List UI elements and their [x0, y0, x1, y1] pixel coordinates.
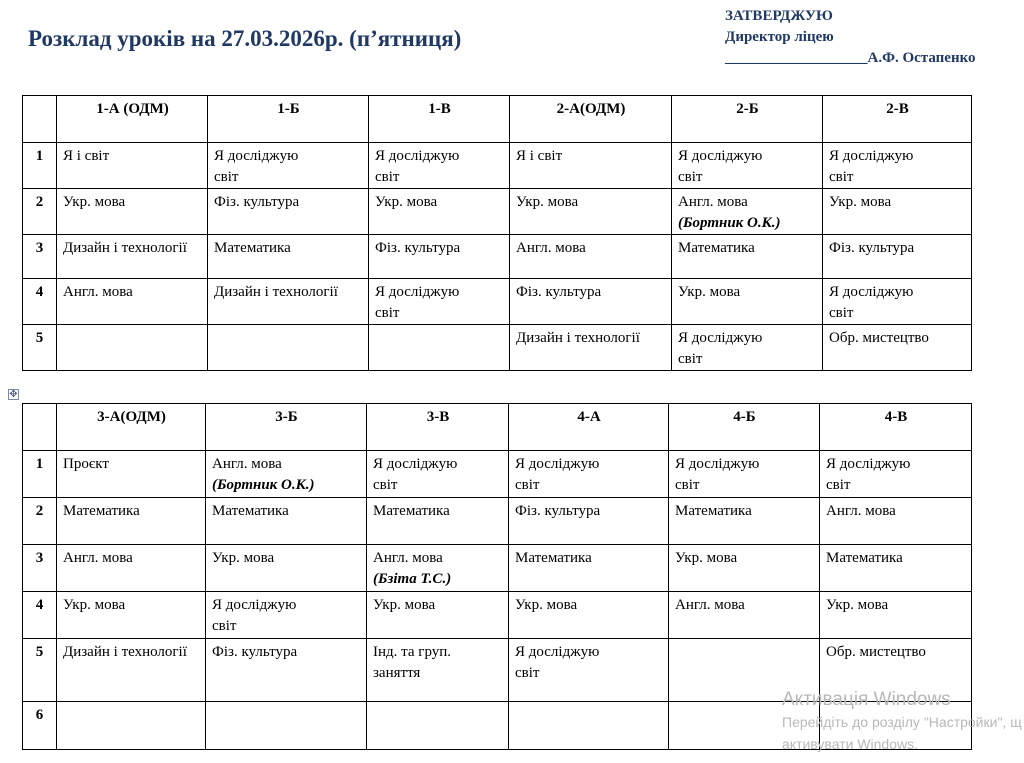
subject-cell[interactable] — [669, 451, 820, 498]
subject-text: Фіз. культура — [515, 503, 601, 519]
approver-name: А.Ф. Остапенко — [867, 50, 976, 66]
subject-text: Англ. мова — [373, 550, 443, 566]
subject-text: Я досліджую світ — [678, 148, 763, 185]
subject-cell[interactable] — [672, 279, 823, 325]
class-header-cell[interactable]: 4-В — [820, 404, 972, 451]
subject-cell[interactable] — [509, 451, 669, 498]
subject-cell[interactable] — [57, 451, 206, 498]
subject-text: Я досліджую світ — [675, 456, 760, 493]
approval-block — [725, 6, 976, 69]
subject-text: Обр. мистецтво — [826, 644, 926, 660]
lesson-number-cell[interactable]: 6 — [23, 702, 57, 750]
subject-text: Фіз. культура — [375, 240, 461, 256]
subject-text: Фіз. культура — [214, 194, 300, 210]
subject-cell[interactable] — [509, 545, 669, 592]
subject-cell[interactable] — [369, 235, 510, 279]
lesson-row — [23, 189, 972, 235]
lesson-row — [23, 545, 972, 592]
subject-text: Я досліджую світ — [829, 284, 914, 321]
subject-text: Я досліджую світ — [375, 148, 460, 185]
subject-text: Укр. мова — [678, 284, 741, 300]
subject-cell[interactable] — [510, 279, 672, 325]
lesson-number-cell[interactable]: 1 — [23, 451, 57, 498]
subject-cell[interactable] — [672, 143, 823, 189]
lesson-number-cell[interactable]: 4 — [23, 279, 57, 325]
subject-cell[interactable] — [57, 498, 206, 545]
lesson-number-cell[interactable]: 3 — [23, 235, 57, 279]
subject-cell[interactable] — [369, 189, 510, 235]
subject-text: Дизайн і технології — [63, 644, 187, 660]
page-title: Розклад уроків на 27.03.2026р. (п’ятниця) — [28, 26, 462, 51]
subject-cell[interactable] — [57, 639, 206, 702]
lesson-row — [23, 498, 972, 545]
signature-row — [725, 48, 976, 69]
subject-text: Я досліджую світ — [515, 456, 600, 493]
subject-cell[interactable] — [509, 498, 669, 545]
subject-cell[interactable] — [823, 189, 972, 235]
subject-text: Проєкт — [63, 456, 109, 472]
subject-cell[interactable] — [57, 143, 208, 189]
subject-cell[interactable]: Англ. мова (Бортник О.К.) — [206, 451, 367, 498]
lesson-number-cell[interactable]: 2 — [23, 498, 57, 545]
subject-cell[interactable] — [208, 189, 369, 235]
subject-text: Математика — [826, 550, 903, 566]
subject-text: Я досліджую світ — [826, 456, 911, 493]
approver-position: Директор ліцею — [725, 29, 834, 45]
move-handle-icon[interactable]: ✥ — [9, 389, 18, 400]
subject-text: Математика — [675, 503, 752, 519]
subject-cell[interactable] — [367, 639, 509, 702]
subject-cell[interactable] — [367, 451, 509, 498]
subject-text: Фіз. культура — [829, 240, 915, 256]
subject-text: Укр. мова — [375, 194, 438, 210]
subject-text: Англ. мова — [516, 240, 586, 256]
subject-text: Укр. мова — [212, 550, 275, 566]
subject-text: Я досліджую світ — [678, 330, 763, 367]
subject-cell[interactable] — [57, 189, 208, 235]
subject-text: Я і світ — [63, 148, 110, 164]
subject-text: Я досліджую світ — [214, 148, 299, 185]
subject-text: Дизайн і технології — [214, 284, 338, 300]
subject-text: Фіз. культура — [516, 284, 602, 300]
lesson-number-cell[interactable]: 5 — [23, 639, 57, 702]
subject-cell[interactable] — [206, 702, 367, 750]
subject-text: Математика — [515, 550, 592, 566]
class-header-cell[interactable]: 2-А(ОДМ) — [510, 96, 672, 143]
subject-cell[interactable] — [369, 143, 510, 189]
subject-cell[interactable] — [510, 189, 672, 235]
subject-cell[interactable] — [367, 498, 509, 545]
subject-cell[interactable] — [206, 498, 367, 545]
schedule-table-grades-1-2[interactable] — [22, 95, 972, 371]
subject-cell[interactable] — [672, 235, 823, 279]
subject-cell[interactable] — [823, 143, 972, 189]
subject-cell[interactable] — [57, 702, 206, 750]
subject-text: Фіз. культура — [212, 644, 298, 660]
subject-text: Англ. мова — [63, 550, 133, 566]
subject-cell[interactable] — [369, 279, 510, 325]
subject-cell[interactable] — [510, 325, 672, 371]
class-header-cell[interactable]: 1-А (ОДМ) — [57, 96, 208, 143]
subject-text: Укр. мова — [63, 194, 126, 210]
subject-cell[interactable] — [367, 702, 509, 750]
table-header-row — [23, 96, 972, 143]
class-header-cell[interactable]: 3-Б — [206, 404, 367, 451]
subject-text: Інд. та груп. заняття — [373, 644, 452, 681]
subject-text: Англ. мова — [212, 456, 282, 472]
subject-cell[interactable] — [509, 592, 669, 639]
subject-cell[interactable] — [57, 325, 208, 371]
subject-cell[interactable]: Англ. мова (Бортник О.К.) — [672, 189, 823, 235]
subject-text: Я досліджую світ — [212, 597, 297, 634]
lesson-number-cell[interactable]: 2 — [23, 189, 57, 235]
subject-cell[interactable] — [208, 279, 369, 325]
teacher-name: Бортник О.К. — [683, 215, 776, 231]
subject-cell[interactable] — [669, 592, 820, 639]
subject-text: Математика — [214, 240, 291, 256]
teacher-name: Бзіта Т.С. — [378, 571, 447, 587]
subject-text: Англ. мова — [678, 194, 748, 210]
subject-cell[interactable] — [57, 592, 206, 639]
subject-text: Обр. мистецтво — [829, 330, 929, 346]
header-corner-cell[interactable] — [23, 96, 57, 143]
subject-text: Математика — [212, 503, 289, 519]
lesson-row — [23, 235, 972, 279]
subject-text: Англ. мова — [675, 597, 745, 613]
lesson-number-cell[interactable]: 4 — [23, 592, 57, 639]
subject-text: Дизайн і технології — [63, 240, 187, 256]
subject-cell[interactable] — [510, 143, 672, 189]
subject-text: Англ. мова — [63, 284, 133, 300]
subject-cell[interactable] — [206, 545, 367, 592]
subject-text: Я досліджую світ — [515, 644, 600, 681]
lesson-row — [23, 143, 972, 189]
lesson-row — [23, 592, 972, 639]
class-header-cell[interactable]: 2-Б — [672, 96, 823, 143]
subject-cell[interactable] — [206, 592, 367, 639]
subject-cell[interactable] — [57, 545, 206, 592]
class-header-cell[interactable]: 1-Б — [208, 96, 369, 143]
lesson-number-cell[interactable]: 1 — [23, 143, 57, 189]
subject-cell[interactable] — [509, 639, 669, 702]
class-header-cell[interactable]: 4-Б — [669, 404, 820, 451]
watermark-line-2: Перейдіть до розділу "Настройки", щ — [782, 714, 1022, 730]
subject-text: Дизайн і технології — [516, 330, 640, 346]
subject-text: Укр. мова — [516, 194, 579, 210]
subject-cell[interactable] — [669, 545, 820, 592]
subject-text: Я досліджую світ — [375, 284, 460, 321]
subject-cell[interactable] — [369, 325, 510, 371]
subject-text: Я і світ — [516, 148, 563, 164]
subject-cell[interactable] — [57, 235, 208, 279]
subject-cell[interactable] — [510, 235, 672, 279]
subject-text: Я досліджую світ — [373, 456, 458, 493]
subject-cell[interactable] — [509, 702, 669, 750]
lesson-number-cell[interactable]: 3 — [23, 545, 57, 592]
signature-line: ___________________ — [725, 50, 868, 66]
subject-text: Математика — [678, 240, 755, 256]
subject-cell[interactable] — [672, 325, 823, 371]
subject-text: Укр. мова — [515, 597, 578, 613]
class-header-cell[interactable]: 1-В — [369, 96, 510, 143]
watermark-line-1: Активація Windows — [782, 689, 951, 710]
teacher-name: Бортник О.К. — [217, 477, 310, 493]
subject-text: Я досліджую світ — [829, 148, 914, 185]
lesson-number-cell[interactable]: 5 — [23, 325, 57, 371]
table-header-row — [23, 404, 972, 451]
subject-cell[interactable] — [823, 279, 972, 325]
subject-cell[interactable] — [820, 545, 972, 592]
subject-cell[interactable] — [820, 592, 972, 639]
subject-text: Укр. мова — [829, 194, 892, 210]
subject-text: Укр. мова — [373, 597, 436, 613]
subject-text: Математика — [63, 503, 140, 519]
subject-cell[interactable] — [208, 143, 369, 189]
subject-cell[interactable] — [669, 498, 820, 545]
subject-cell[interactable] — [208, 325, 369, 371]
approve-label: ЗАТВЕРДЖУЮ — [725, 8, 833, 24]
subject-cell[interactable] — [367, 592, 509, 639]
subject-cell[interactable] — [820, 498, 972, 545]
class-header-cell[interactable]: 2-В — [823, 96, 972, 143]
subject-text: Укр. мова — [826, 597, 889, 613]
subject-text: Математика — [373, 503, 450, 519]
subject-text: Укр. мова — [675, 550, 738, 566]
header-corner-cell[interactable] — [23, 404, 57, 451]
lesson-row — [23, 451, 972, 498]
subject-cell[interactable]: Англ. мова (Бзіта Т.С.) — [367, 545, 509, 592]
lesson-row — [23, 325, 972, 371]
class-header-cell[interactable]: 4-А — [509, 404, 669, 451]
subject-cell[interactable] — [206, 639, 367, 702]
class-header-cell[interactable]: 3-В — [367, 404, 509, 451]
subject-text: Англ. мова — [826, 503, 896, 519]
subject-text: Укр. мова — [63, 597, 126, 613]
subject-cell[interactable] — [820, 451, 972, 498]
watermark-line-3: активувати Windows. — [782, 736, 918, 752]
class-header-cell[interactable]: 3-А(ОДМ) — [57, 404, 206, 451]
windows-activation-watermark — [782, 689, 1024, 755]
subject-cell[interactable] — [57, 279, 208, 325]
subject-cell[interactable] — [208, 235, 369, 279]
subject-cell[interactable] — [823, 235, 972, 279]
lesson-row — [23, 279, 972, 325]
subject-cell[interactable] — [823, 325, 972, 371]
